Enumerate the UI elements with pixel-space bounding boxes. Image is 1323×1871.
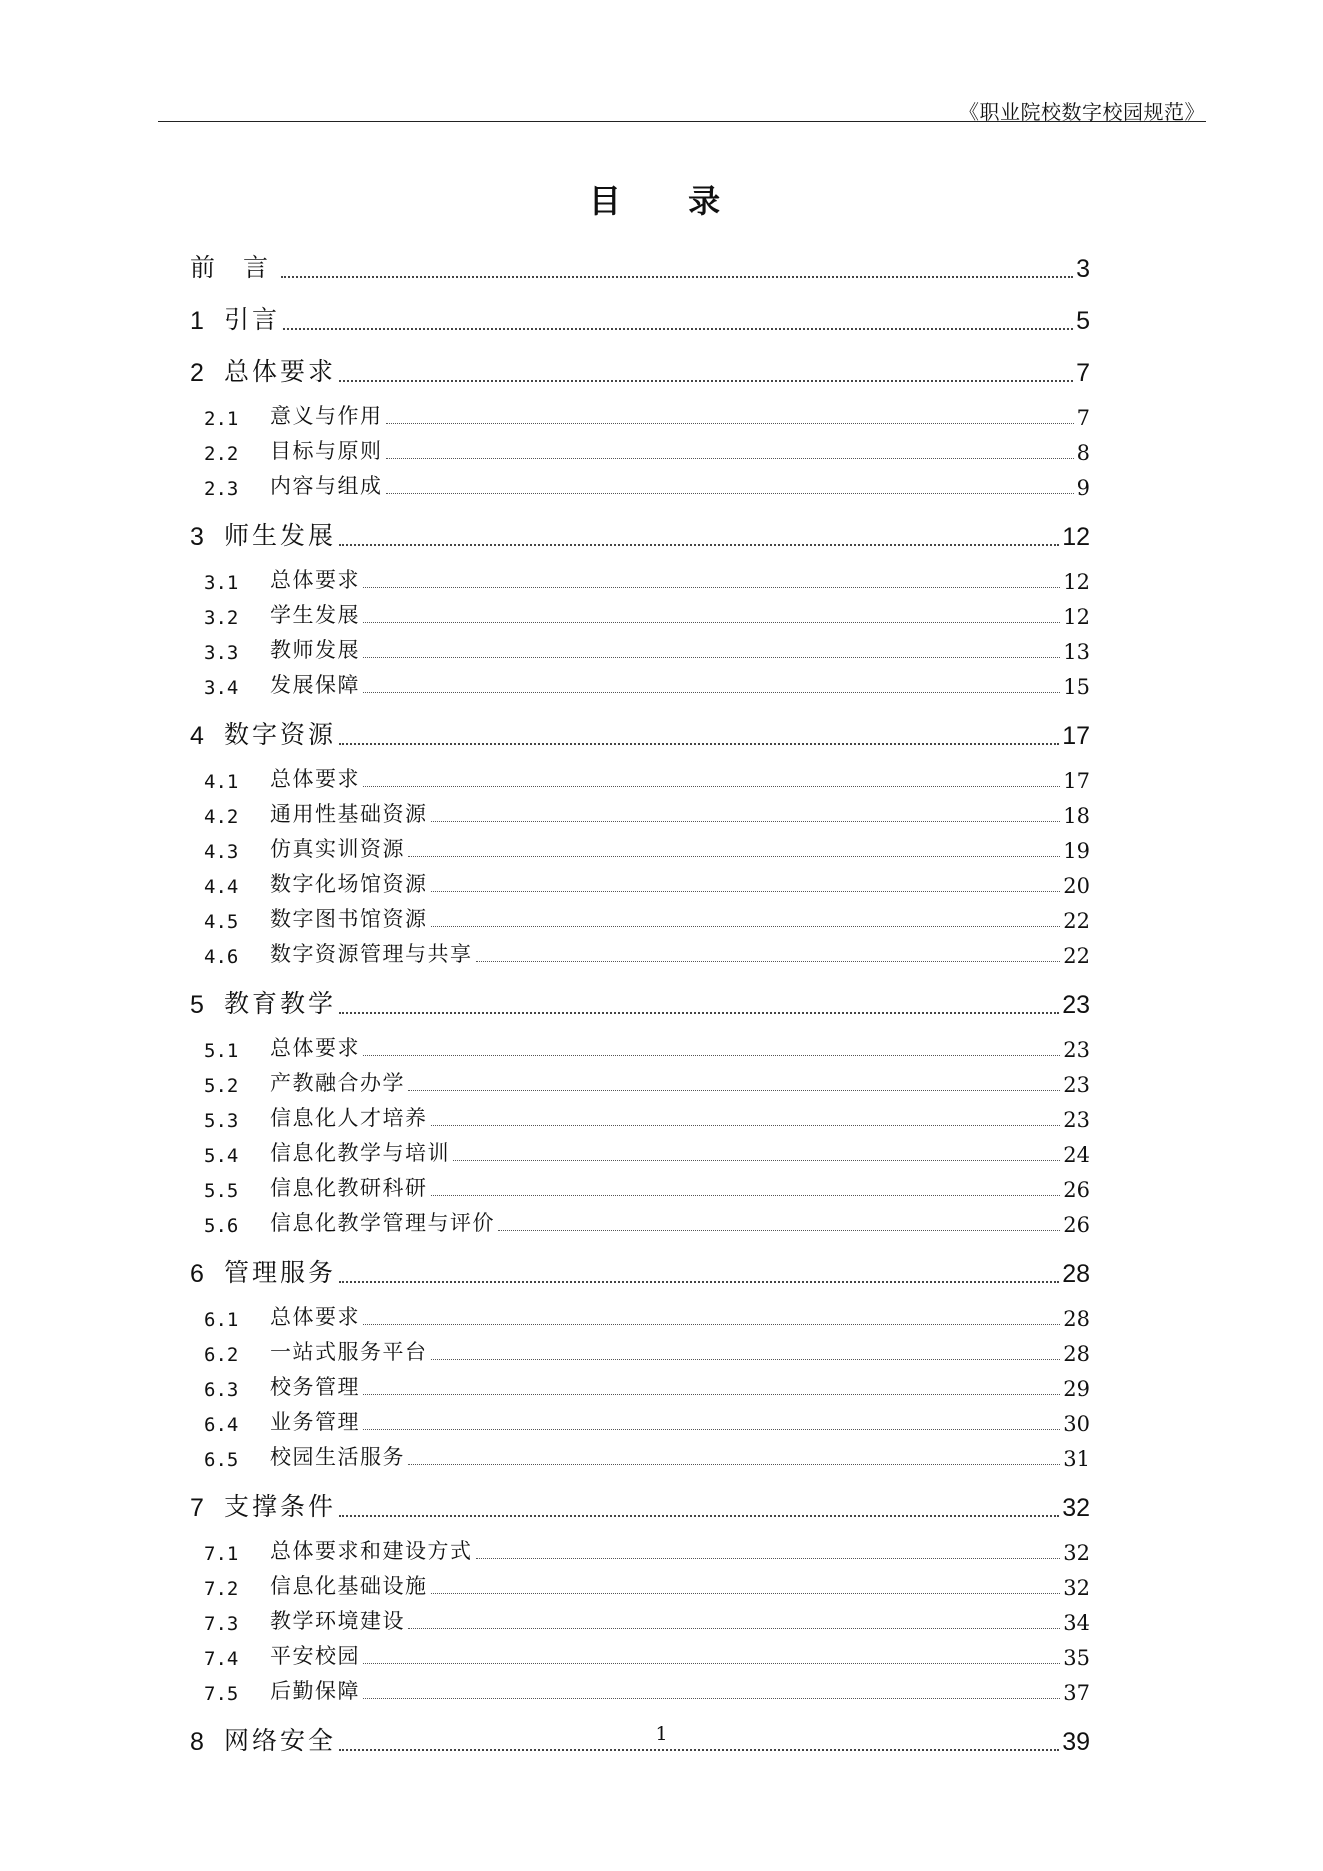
dot-leader [386, 493, 1074, 494]
dot-leader [363, 587, 1060, 588]
toc-entry-page: 29 [1063, 1377, 1090, 1401]
dot-leader [431, 1125, 1061, 1126]
toc-entry-number: 6.1 [204, 1309, 239, 1331]
toc-entry-number: 2.2 [204, 443, 239, 465]
toc-entry-label: 后勤保障 [270, 1679, 360, 1703]
toc-entry-page: 32 [1063, 1541, 1090, 1565]
dot-leader [363, 1394, 1060, 1395]
dot-leader [431, 1359, 1061, 1360]
toc-section-entry[interactable] [190, 798, 1090, 828]
toc-section-entry[interactable] [190, 599, 1090, 629]
toc-section-entry[interactable] [190, 564, 1090, 594]
toc-entry-page: 15 [1063, 675, 1090, 699]
toc-entry-label: 信息化教学管理与评价 [270, 1211, 495, 1235]
toc-entry-label: 教师发展 [270, 638, 360, 662]
dot-leader [431, 891, 1061, 892]
toc-entry-label: 网络安全 [224, 1726, 337, 1755]
dot-leader [339, 1749, 1059, 1751]
toc-entry-label: 数字资源 [224, 720, 337, 749]
toc-entry-number: 2 [190, 359, 204, 387]
toc-entry-label: 管理服务 [224, 1258, 337, 1287]
toc-entry-label: 平安校园 [270, 1644, 360, 1668]
toc-entry-number: 7.1 [204, 1543, 239, 1565]
toc-entry-number: 3.4 [204, 677, 239, 699]
toc-entry-label: 总体要求 [270, 767, 360, 791]
dot-leader [339, 1012, 1059, 1014]
page-number: 1 [655, 1723, 668, 1745]
toc-entry-label: 总体要求 [224, 357, 337, 386]
toc-entry-number: 3.3 [204, 642, 239, 664]
toc-section-entry[interactable] [190, 669, 1090, 699]
dot-leader [363, 1663, 1060, 1664]
toc-entry-label: 产教融合办学 [270, 1071, 405, 1095]
dot-leader [363, 786, 1060, 787]
toc-section-entry[interactable] [190, 470, 1090, 500]
toc-section-entry[interactable] [190, 1172, 1090, 1202]
dot-leader [408, 1090, 1060, 1091]
toc-entry-label: 教育教学 [224, 989, 337, 1018]
toc-chapter-entry[interactable] [190, 717, 1090, 751]
dot-leader [408, 1628, 1060, 1629]
dot-leader [281, 276, 1073, 278]
toc-chapter-entry[interactable] [190, 1489, 1090, 1523]
dot-leader [339, 743, 1059, 745]
toc-entry-label: 内容与组成 [270, 474, 383, 498]
toc-entry-page: 5 [1076, 307, 1090, 335]
toc-entry-page: 32 [1063, 1576, 1090, 1600]
toc-entry-label: 总体要求 [270, 568, 360, 592]
toc-entry-number: 4.6 [204, 946, 239, 968]
toc-entry-page: 28 [1063, 1307, 1090, 1331]
toc-entry-number: 1 [190, 307, 204, 335]
toc-entry-label: 支撑条件 [224, 1492, 337, 1521]
toc-section-entry[interactable] [190, 400, 1090, 430]
toc-entry-label: 学生发展 [270, 603, 360, 627]
toc-section-entry[interactable] [190, 1535, 1090, 1565]
dot-leader [498, 1230, 1060, 1231]
toc-section-entry[interactable] [190, 1406, 1090, 1436]
toc-entry-page: 12 [1062, 523, 1090, 551]
toc-section-entry[interactable] [190, 1067, 1090, 1097]
toc-entry-label: 数字资源管理与共享 [270, 942, 473, 966]
toc-entry-label: 前 言 [190, 253, 278, 282]
toc-section-entry[interactable] [190, 1102, 1090, 1132]
toc-entry-page: 7 [1076, 406, 1090, 430]
toc-entry-label: 意义与作用 [270, 404, 383, 428]
toc-entry-number: 5.2 [204, 1075, 239, 1097]
toc-entry-number: 5.5 [204, 1180, 239, 1202]
dot-leader [386, 423, 1074, 424]
toc-entry-page: 12 [1063, 570, 1090, 594]
toc-entry-number: 6 [190, 1260, 204, 1288]
dot-leader [339, 544, 1059, 546]
toc-entry-label: 信息化教研科研 [270, 1176, 428, 1200]
dot-leader [363, 622, 1060, 623]
toc-entry-page: 20 [1063, 874, 1090, 898]
toc-entry-page: 23 [1063, 1073, 1090, 1097]
toc-entry-label: 仿真实训资源 [270, 837, 405, 861]
toc-entry-label: 教学环境建设 [270, 1609, 405, 1633]
header-rule [158, 121, 1206, 122]
toc-entry-page: 30 [1063, 1412, 1090, 1436]
toc-entry-label: 师生发展 [224, 521, 337, 550]
toc-section-entry[interactable] [190, 903, 1090, 933]
toc-entry-label: 引言 [224, 305, 281, 334]
toc-entry-page: 22 [1063, 944, 1090, 968]
toc-entry-page: 7 [1076, 359, 1090, 387]
dot-leader [363, 692, 1060, 693]
toc-entry-page: 28 [1062, 1260, 1090, 1288]
toc-entry-page: 8 [1076, 441, 1090, 465]
toc-entry-number: 6.5 [204, 1449, 239, 1471]
toc-entry-number: 3 [190, 523, 204, 551]
toc-section-entry[interactable] [190, 1605, 1090, 1635]
toc-section-entry[interactable] [190, 938, 1090, 968]
toc-entry-label: 信息化人才培养 [270, 1106, 428, 1130]
toc-entry-label: 校务管理 [270, 1375, 360, 1399]
toc-section-entry[interactable] [190, 1675, 1090, 1705]
toc-entry-number: 5.3 [204, 1110, 239, 1132]
toc-entry-page: 12 [1063, 605, 1090, 629]
toc-entry-label: 发展保障 [270, 673, 360, 697]
toc-entry-page: 28 [1063, 1342, 1090, 1366]
toc-entry-page: 18 [1063, 804, 1090, 828]
toc-entry-page: 17 [1062, 722, 1090, 750]
toc-chapter-entry[interactable] [190, 354, 1090, 388]
dot-leader [339, 1515, 1059, 1517]
toc-entry-page: 26 [1063, 1213, 1090, 1237]
toc-chapter-entry[interactable] [190, 302, 1090, 336]
dot-leader [283, 328, 1073, 330]
dot-leader [476, 1558, 1061, 1559]
toc-section-entry[interactable] [190, 1137, 1090, 1167]
toc-entry-page: 31 [1063, 1447, 1090, 1471]
toc-entry-page: 22 [1063, 909, 1090, 933]
toc-entry-number: 6.3 [204, 1379, 239, 1401]
dot-leader [363, 657, 1060, 658]
dot-leader [431, 926, 1061, 927]
toc-entry-number: 6.4 [204, 1414, 239, 1436]
toc-section-entry[interactable] [190, 1640, 1090, 1670]
toc-entry-page: 3 [1076, 255, 1090, 283]
toc-chapter-entry[interactable] [190, 250, 1090, 284]
toc-entry-number: 6.2 [204, 1344, 239, 1366]
toc-entry-label: 业务管理 [270, 1410, 360, 1434]
toc-entry-page: 23 [1063, 1108, 1090, 1132]
toc-entry-page: 23 [1062, 991, 1090, 1019]
toc-entry-number: 3.2 [204, 607, 239, 629]
toc-section-entry[interactable] [190, 435, 1090, 465]
toc-entry-number: 2.1 [204, 408, 239, 430]
toc-section-entry[interactable] [190, 1032, 1090, 1062]
toc-section-entry[interactable] [190, 634, 1090, 664]
toc-entry-number: 5.1 [204, 1040, 239, 1062]
dot-leader [431, 1593, 1061, 1594]
dot-leader [339, 380, 1073, 382]
dot-leader [386, 458, 1074, 459]
toc-entry-number: 4 [190, 722, 204, 750]
toc-entry-label: 通用性基础资源 [270, 802, 428, 826]
toc-entry-label: 总体要求 [270, 1305, 360, 1329]
toc-entry-number: 7.4 [204, 1648, 239, 1670]
dot-leader [453, 1160, 1060, 1161]
dot-leader [339, 1281, 1059, 1283]
toc-section-entry[interactable] [190, 833, 1090, 863]
dot-leader [363, 1698, 1060, 1699]
toc-entry-page: 34 [1063, 1611, 1090, 1635]
toc-entry-page: 32 [1062, 1494, 1090, 1522]
toc-entry-page: 39 [1062, 1728, 1090, 1756]
toc-entry-page: 9 [1076, 476, 1090, 500]
toc-entry-number: 7.2 [204, 1578, 239, 1600]
toc-chapter-entry[interactable] [190, 518, 1090, 552]
toc-entry-number: 7 [190, 1494, 204, 1522]
toc-entry-page: 23 [1063, 1038, 1090, 1062]
toc-entry-page: 17 [1063, 769, 1090, 793]
toc-section-entry[interactable] [190, 1336, 1090, 1366]
toc-entry-label: 信息化教学与培训 [270, 1141, 450, 1165]
toc-entry-label: 信息化基础设施 [270, 1574, 428, 1598]
dot-leader [431, 1195, 1061, 1196]
dot-leader [363, 1055, 1060, 1056]
toc-entry-page: 13 [1063, 640, 1090, 664]
toc-entry-label: 校园生活服务 [270, 1445, 405, 1469]
toc-chapter-entry[interactable] [190, 1255, 1090, 1289]
toc-entry-number: 3.1 [204, 572, 239, 594]
toc-entry-number: 5.4 [204, 1145, 239, 1167]
toc-entry-page: 19 [1063, 839, 1090, 863]
dot-leader [363, 1324, 1060, 1325]
toc-entry-number: 4.2 [204, 806, 239, 828]
toc-entry-page: 24 [1063, 1143, 1090, 1167]
dot-leader [408, 1464, 1060, 1465]
toc-entry-number: 7.5 [204, 1683, 239, 1705]
toc-section-entry[interactable] [190, 1301, 1090, 1331]
toc-section-entry[interactable] [190, 1570, 1090, 1600]
toc-chapter-entry[interactable] [190, 986, 1090, 1020]
toc-entry-number: 4.4 [204, 876, 239, 898]
toc-entry-label: 一站式服务平台 [270, 1340, 428, 1364]
toc-entry-number: 5.6 [204, 1215, 239, 1237]
toc-section-entry[interactable] [190, 763, 1090, 793]
toc-section-entry[interactable] [190, 868, 1090, 898]
toc-entry-label: 总体要求 [270, 1036, 360, 1060]
toc-entry-label: 目标与原则 [270, 439, 383, 463]
toc-entry-page: 26 [1063, 1178, 1090, 1202]
toc-entry-number: 4.1 [204, 771, 239, 793]
dot-leader [363, 1429, 1060, 1430]
toc-entry-label: 数字图书馆资源 [270, 907, 428, 931]
toc-entry-number: 7.3 [204, 1613, 239, 1635]
toc-section-entry[interactable] [190, 1371, 1090, 1401]
toc-entry-page: 37 [1063, 1681, 1090, 1705]
toc-section-entry[interactable] [190, 1207, 1090, 1237]
dot-leader [476, 961, 1061, 962]
toc-entry-label: 总体要求和建设方式 [270, 1539, 473, 1563]
toc-section-entry[interactable] [190, 1441, 1090, 1471]
toc-entry-number: 8 [190, 1728, 204, 1756]
toc-entry-page: 35 [1063, 1646, 1090, 1670]
toc-entry-number: 2.3 [204, 478, 239, 500]
toc-title: 目 录 [588, 182, 749, 220]
running-header: 《职业院校数字校园规范》 [959, 100, 1205, 124]
dot-leader [408, 856, 1060, 857]
toc-entry-number: 5 [190, 991, 204, 1019]
toc-entry-number: 4.5 [204, 911, 239, 933]
toc-entry-number: 4.3 [204, 841, 239, 863]
dot-leader [431, 821, 1061, 822]
toc-entry-label: 数字化场馆资源 [270, 872, 428, 896]
